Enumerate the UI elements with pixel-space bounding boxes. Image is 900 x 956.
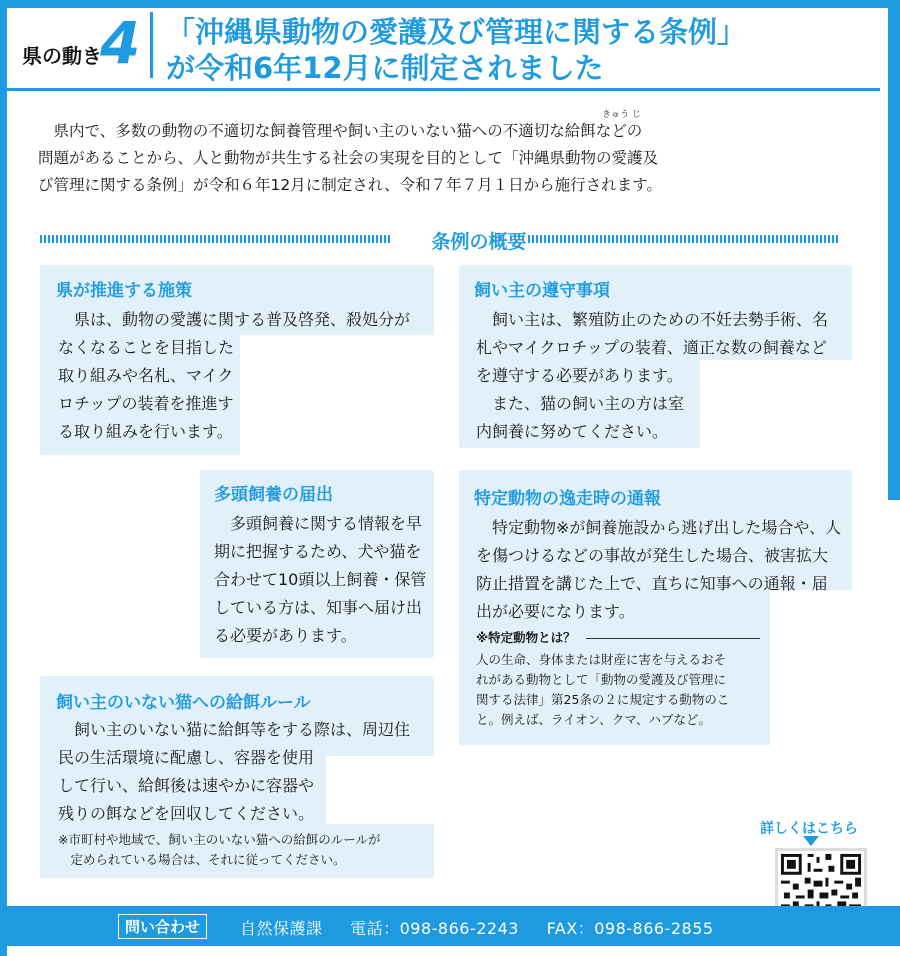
top-frame xyxy=(0,0,900,8)
section-number: 4 xyxy=(100,9,141,77)
card-line: 民の生活環境に配慮し、容器を使用 xyxy=(58,748,315,767)
card-line: 合わせて10頭以上飼養・保管 xyxy=(214,570,427,589)
card-body xyxy=(58,306,410,446)
header-divider-line xyxy=(7,88,880,91)
intro-line: 問題があることから、人と動物が共生する社会の実現を目的として「沖縄県動物の愛護及 xyxy=(38,149,659,167)
overview-heading xyxy=(40,227,840,251)
note-line: れがある動物として「動物の愛護及び管理に xyxy=(476,672,727,687)
card-title: 多頭飼養の届出 xyxy=(214,485,333,505)
card-line: 出が必要になります。 xyxy=(476,602,635,621)
card-note xyxy=(58,830,380,870)
contact-fax: FAX：098-866-2855 xyxy=(546,919,714,938)
card-line: 内飼養に努めてください。 xyxy=(476,422,669,441)
card-line: 取り組みや名札、マイク xyxy=(58,366,234,385)
note-body xyxy=(476,650,729,730)
card-line: る必要があります。 xyxy=(214,626,357,645)
intro-line: 県内で、多数の動物の不適切な飼養管理や飼い主のいない猫への不適切な給餌などの xyxy=(53,122,643,140)
contact-dept: 自然保護課 xyxy=(240,919,323,938)
card-line: なくなることを目指した xyxy=(58,338,235,357)
card-line: 残りの餌などを回収してください。 xyxy=(58,804,315,823)
left-frame xyxy=(0,0,7,956)
card-line: 県は、動物の愛護に関する普及啓発、殺処分が xyxy=(74,310,411,329)
note-rule xyxy=(586,638,760,639)
card-line: 飼い主は、繁殖防止のための不妊去勢手術、名 xyxy=(492,310,829,329)
card-line: 多頭飼養に関する情報を早 xyxy=(230,514,423,533)
dotted-rule-left xyxy=(40,235,390,243)
card-line: を傷つけるなどの事故が発生した場合、被害拡大 xyxy=(476,546,829,565)
card-title: 県が推進する施策 xyxy=(56,281,192,301)
card-line: している方は、知事へ届け出 xyxy=(214,598,423,617)
card-line: 期に把握するため、犬や猫を xyxy=(214,542,422,561)
contact-tel: 電話：098-866-2243 xyxy=(350,919,519,938)
note-line: 人の生命、身体または財産に害を与えるおそ xyxy=(476,652,727,667)
right-frame xyxy=(888,0,900,500)
intro-paragraph xyxy=(38,118,708,199)
page-title xyxy=(166,14,866,86)
card-line: 飼い主のいない猫に給餌等をする際は、周辺住 xyxy=(74,720,411,739)
note-line: 定められている場合は、それに従ってください。 xyxy=(58,852,346,867)
section-tag: 県の動き xyxy=(22,44,102,68)
card-line: して行い、給餌後は速やかに容器や xyxy=(58,776,315,795)
contact-info xyxy=(240,916,736,939)
card-title: 飼い主の遵守事項 xyxy=(474,281,610,301)
title-line-2: が令和6年12月に制定されました xyxy=(166,51,604,85)
note-heading: ※特定動物とは？ xyxy=(476,630,576,645)
note-line: ※市町村や地域で、飼い主のいない猫への給餌のルールが xyxy=(58,832,381,847)
qr-label: 詳しくはこちら xyxy=(760,821,858,837)
furigana: きゅう じ xyxy=(602,110,641,120)
card-body xyxy=(476,514,841,626)
card-line: ロチップの装着を推進す xyxy=(58,394,234,413)
note-line: と。例えば、ライオン、クマ、ハブなど。 xyxy=(476,712,712,727)
overview-heading-label: 条例の概要 xyxy=(431,231,527,253)
intro-line: び管理に関する条例」が令和６年12月に制定され、令和７年７月１日から施行されます。 xyxy=(38,176,662,194)
card-line: る取り組みを行います。 xyxy=(58,422,233,441)
card-line: を遵守する必要があります。 xyxy=(476,366,683,385)
card-line: 特定動物※が飼養施設から逃げ出した場合や、人 xyxy=(492,518,842,537)
down-arrow-icon xyxy=(803,836,819,846)
card-line: 札やマイクロチップの装着、適正な数の飼養など xyxy=(476,338,827,357)
card-line: 防止措置を講じた上で、直ちに知事への通報・届 xyxy=(476,574,828,593)
header-vertical-divider xyxy=(150,12,153,78)
title-line-1: 「沖縄県動物の愛護及び管理に関する条例」 xyxy=(166,15,747,49)
contact-tag: 問い合わせ xyxy=(118,914,207,939)
card-body xyxy=(214,510,426,650)
card-line: また、猫の飼い主の方は室 xyxy=(492,394,685,413)
dotted-rule-right xyxy=(528,235,840,243)
card-title: 飼い主のいない猫への給餌ルール xyxy=(56,693,311,713)
card-body xyxy=(58,716,410,828)
note-line: 関する法律」第25条の２に規定する動物のこ xyxy=(476,692,730,707)
card-title: 特定動物の逸走時の通報 xyxy=(474,489,661,509)
card-body xyxy=(476,306,828,446)
